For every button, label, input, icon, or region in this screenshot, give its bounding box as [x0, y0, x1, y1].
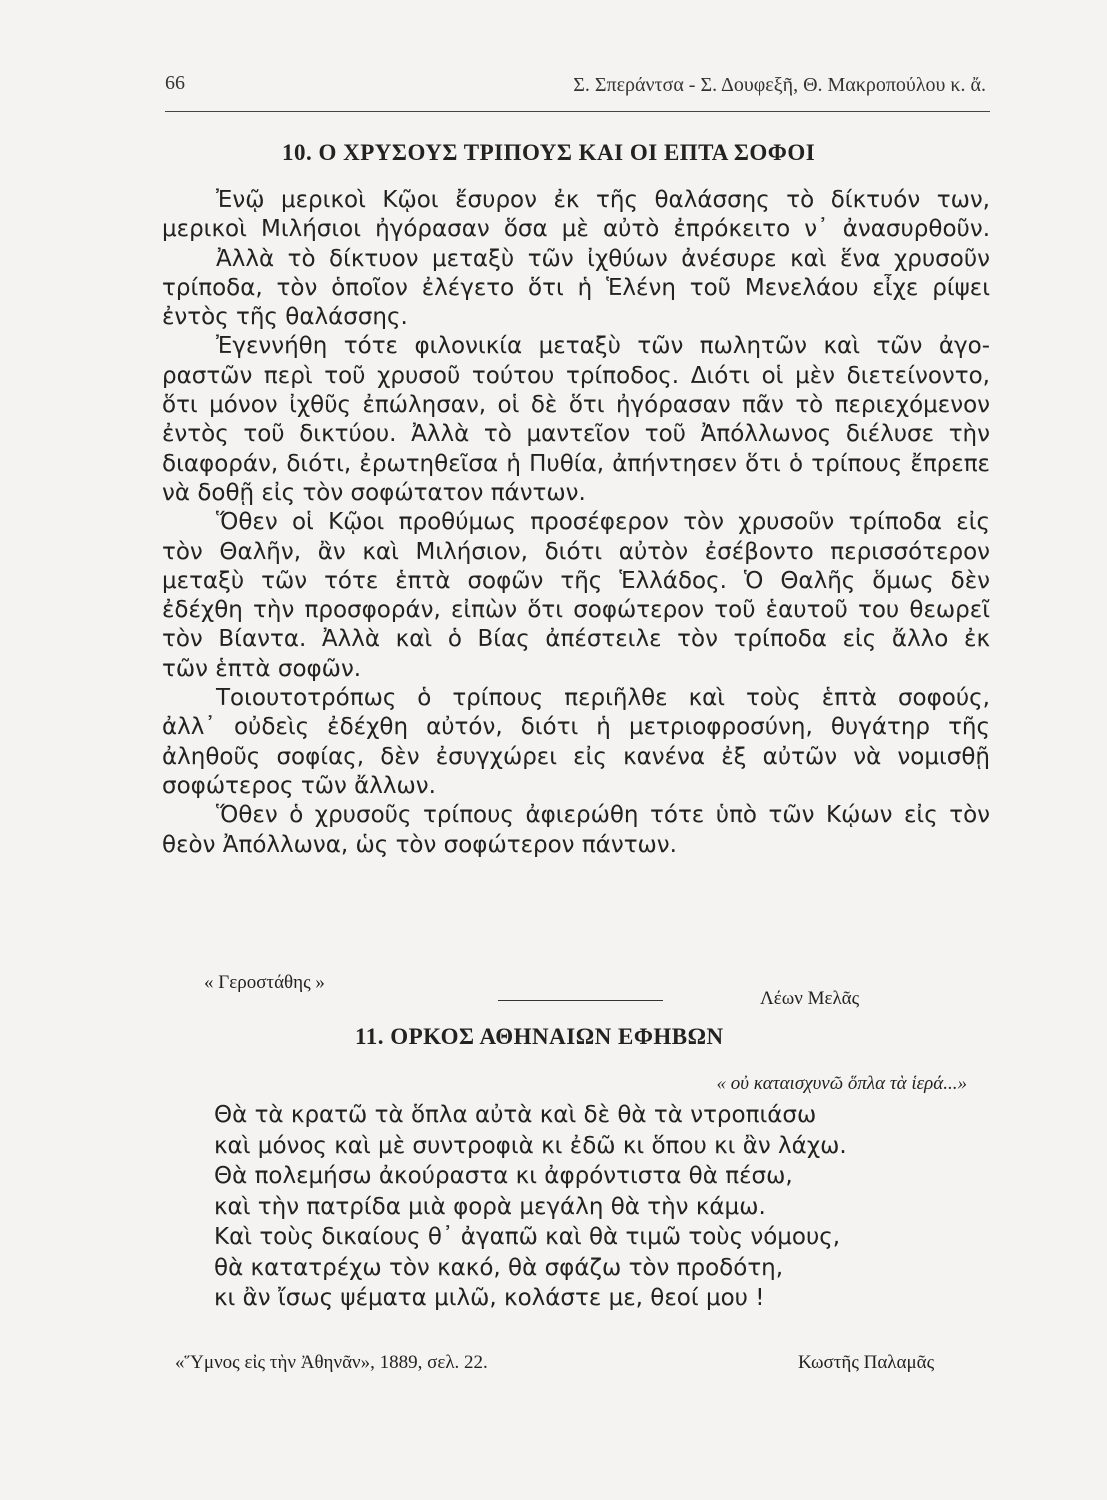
text-line: μερικοὶ Μιλήσιοι ἠγόρασαν ὅσα μὲ αὐτὸ ἐπρόκειτο ν᾽ ἀνασυρθοῦν.	[162, 216, 990, 243]
poem-verse: θὰ κατατρέχω τὸν κακό, θὰ σφάζω τὸν προδότη,	[214, 1254, 784, 1281]
section-10-body	[162, 186, 990, 860]
text-line: Ὅθεν οἱ Κῷοι προθύμως προσέφερον τὸν χρυσοῦν τρίποδα εἰς	[216, 509, 990, 536]
text-line: νὰ δοθῇ εἰς τὸν σοφώτατον πάντων.	[162, 479, 586, 506]
text-line: τὸν Θαλῆν, ἂν καὶ Μιλήσιον, διότι αὐτὸν ἐσέβοντο περισσότερον	[162, 538, 990, 565]
section-11-source: «Ὕμνος εἰς τὴν Ἀθηνᾶν», 1889, σελ. 22.	[175, 1352, 488, 1373]
page-number: 66	[165, 72, 185, 94]
epigraph: « οὐ καταισχυνῶ ὅπλα τὰ ἱερά...»	[716, 1073, 967, 1094]
section-11-title: 11. ΟΡΚΟΣ ΑΘΗΝΑΙΩΝ ΕΦΗΒΩΝ	[355, 1024, 724, 1049]
poem-verse: Καὶ τοὺς δικαίους θ᾽ ἀγαπῶ καὶ θὰ τιμῶ τοὺς νόμους,	[214, 1224, 841, 1250]
page-header	[165, 70, 990, 100]
section-11-author: Κωστῆς Παλαμᾶς	[798, 1352, 935, 1373]
section-10-source: « Γεροστάθης »	[204, 972, 325, 993]
text-line: μεταξὺ τῶν τότε ἑπτὰ σοφῶν τῆς Ἑλλάδος. Ὁ Θαλῆς ὅμως δὲν	[162, 567, 990, 594]
text-line: Ἐνῷ μερικοὶ Κῷοι ἔσυρον ἐκ τῆς θαλάσσης τὸ δίκτυόν των,	[216, 187, 990, 213]
text-line: ἐντὸς τοῦ δικτύου. Ἀλλὰ τὸ μαντεῖον τοῦ Ἀπόλλωνος διέλυσε τὴν	[162, 421, 990, 448]
text-line: Τοιουτοτρόπως ὁ τρίπους περιῆλθε καὶ τοὺς ἑπτὰ σοφούς,	[216, 685, 990, 712]
text-line: διαφοράν, διότι, ἐρωτηθεῖσα ἡ Πυθία, ἀπήντησεν ὅτι ὁ τρίπους ἔπρεπε	[162, 450, 990, 477]
text-line: ὅτι μόνον ἰχθῦς ἐπώλησαν, οἱ δὲ ὅτι ἠγόρασαν πᾶν τὸ περιεχόμενον	[162, 392, 990, 419]
text-line: ἀληθοῦς σοφίας, δὲν ἐσυγχώρει εἰς κανένα ἐξ αὐτῶν νὰ νομισθῇ	[162, 743, 990, 770]
text-line: Ἐγεννήθη τότε φιλονικία μεταξὺ τῶν πωλητῶν καὶ τῶν ἀγο-	[216, 333, 990, 360]
text-line: ἐντὸς τῆς θαλάσσης.	[162, 304, 408, 331]
running-head: Σ. Σπεράντσα - Σ. Δουφεξῆ, Θ. Μακροπούλου κ. ἄ.	[573, 74, 986, 96]
poem-verse: κι ἂν ἴσως ψέματα μιλῶ, κολάστε με, θεοί μου !	[214, 1285, 765, 1311]
text-line: ἐδέχθη τὴν προσφοράν, εἰπὼν ὅτι σοφώτερον τοῦ ἑαυτοῦ του θεωρεῖ	[162, 597, 990, 624]
text-line: τῶν ἑπτὰ σοφῶν.	[162, 655, 362, 682]
section-10-author: Λέων Μελᾶς	[760, 988, 860, 1009]
text-line: ἀλλ᾽ οὐδεὶς ἐδέχθη αὐτόν, διότι ἡ μετριοφροσύνη, θυγάτηρ τῆς	[162, 714, 990, 741]
text-line: ραστῶν περὶ τοῦ χρυσοῦ τούτου τρίποδος. Διότι οἱ μὲν διετείνοντο,	[162, 362, 990, 389]
text-line: Ὅθεν ὁ χρυσοῦς τρίπους ἀφιερώθη τότε ὑπὸ τῶν Κῴων εἰς τὸν	[216, 802, 990, 829]
poem-verse: καὶ τὴν πατρίδα μιὰ φορὰ μεγάλη θὰ τὴν κάμω.	[214, 1193, 766, 1220]
poem-verse: Θὰ τὰ κρατῶ τὰ ὅπλα αὐτὰ καὶ δὲ θὰ τὰ ντροπιάσω	[214, 1102, 817, 1128]
poem-verse: καὶ μόνος καὶ μὲ συντροφιὰ κι ἐδῶ κι ὅπου κι ἂν λάχω.	[214, 1132, 847, 1159]
text-line: Ἀλλὰ τὸ δίκτυον μεταξὺ τῶν ἰχθύων ἀνέσυρε καὶ ἕνα χρυσοῦν	[216, 245, 990, 272]
poem-verse: Θὰ πολεμήσω ἀκούραστα κι ἀφρόντιστα θὰ πέσω,	[214, 1163, 793, 1189]
signature-rule	[498, 1000, 663, 1001]
section-10-title: 10. Ο ΧΡΥΣΟΥΣ ΤΡΙΠΟΥΣ ΚΑΙ ΟΙ ΕΠΤΑ ΣΟΦΟΙ	[282, 140, 816, 165]
text-line: θεὸν Ἀπόλλωνα, ὡς τὸν σοφώτερον πάντων.	[162, 831, 677, 858]
text-line: τὸν Βίαντα. Ἀλλὰ καὶ ὁ Βίας ἀπέστειλε τὸν τρίποδα εἰς ἄλλο ἐκ	[162, 626, 990, 653]
text-line: σοφώτερος τῶν ἄλλων.	[162, 772, 436, 799]
header-rule	[165, 111, 990, 112]
poem	[214, 1100, 847, 1314]
text-line: τρίποδα, τὸν ὁποῖον ἐλέγετο ὅτι ἡ Ἑλένη τοῦ Μενελάου εἶχε ρίψει	[162, 274, 990, 301]
